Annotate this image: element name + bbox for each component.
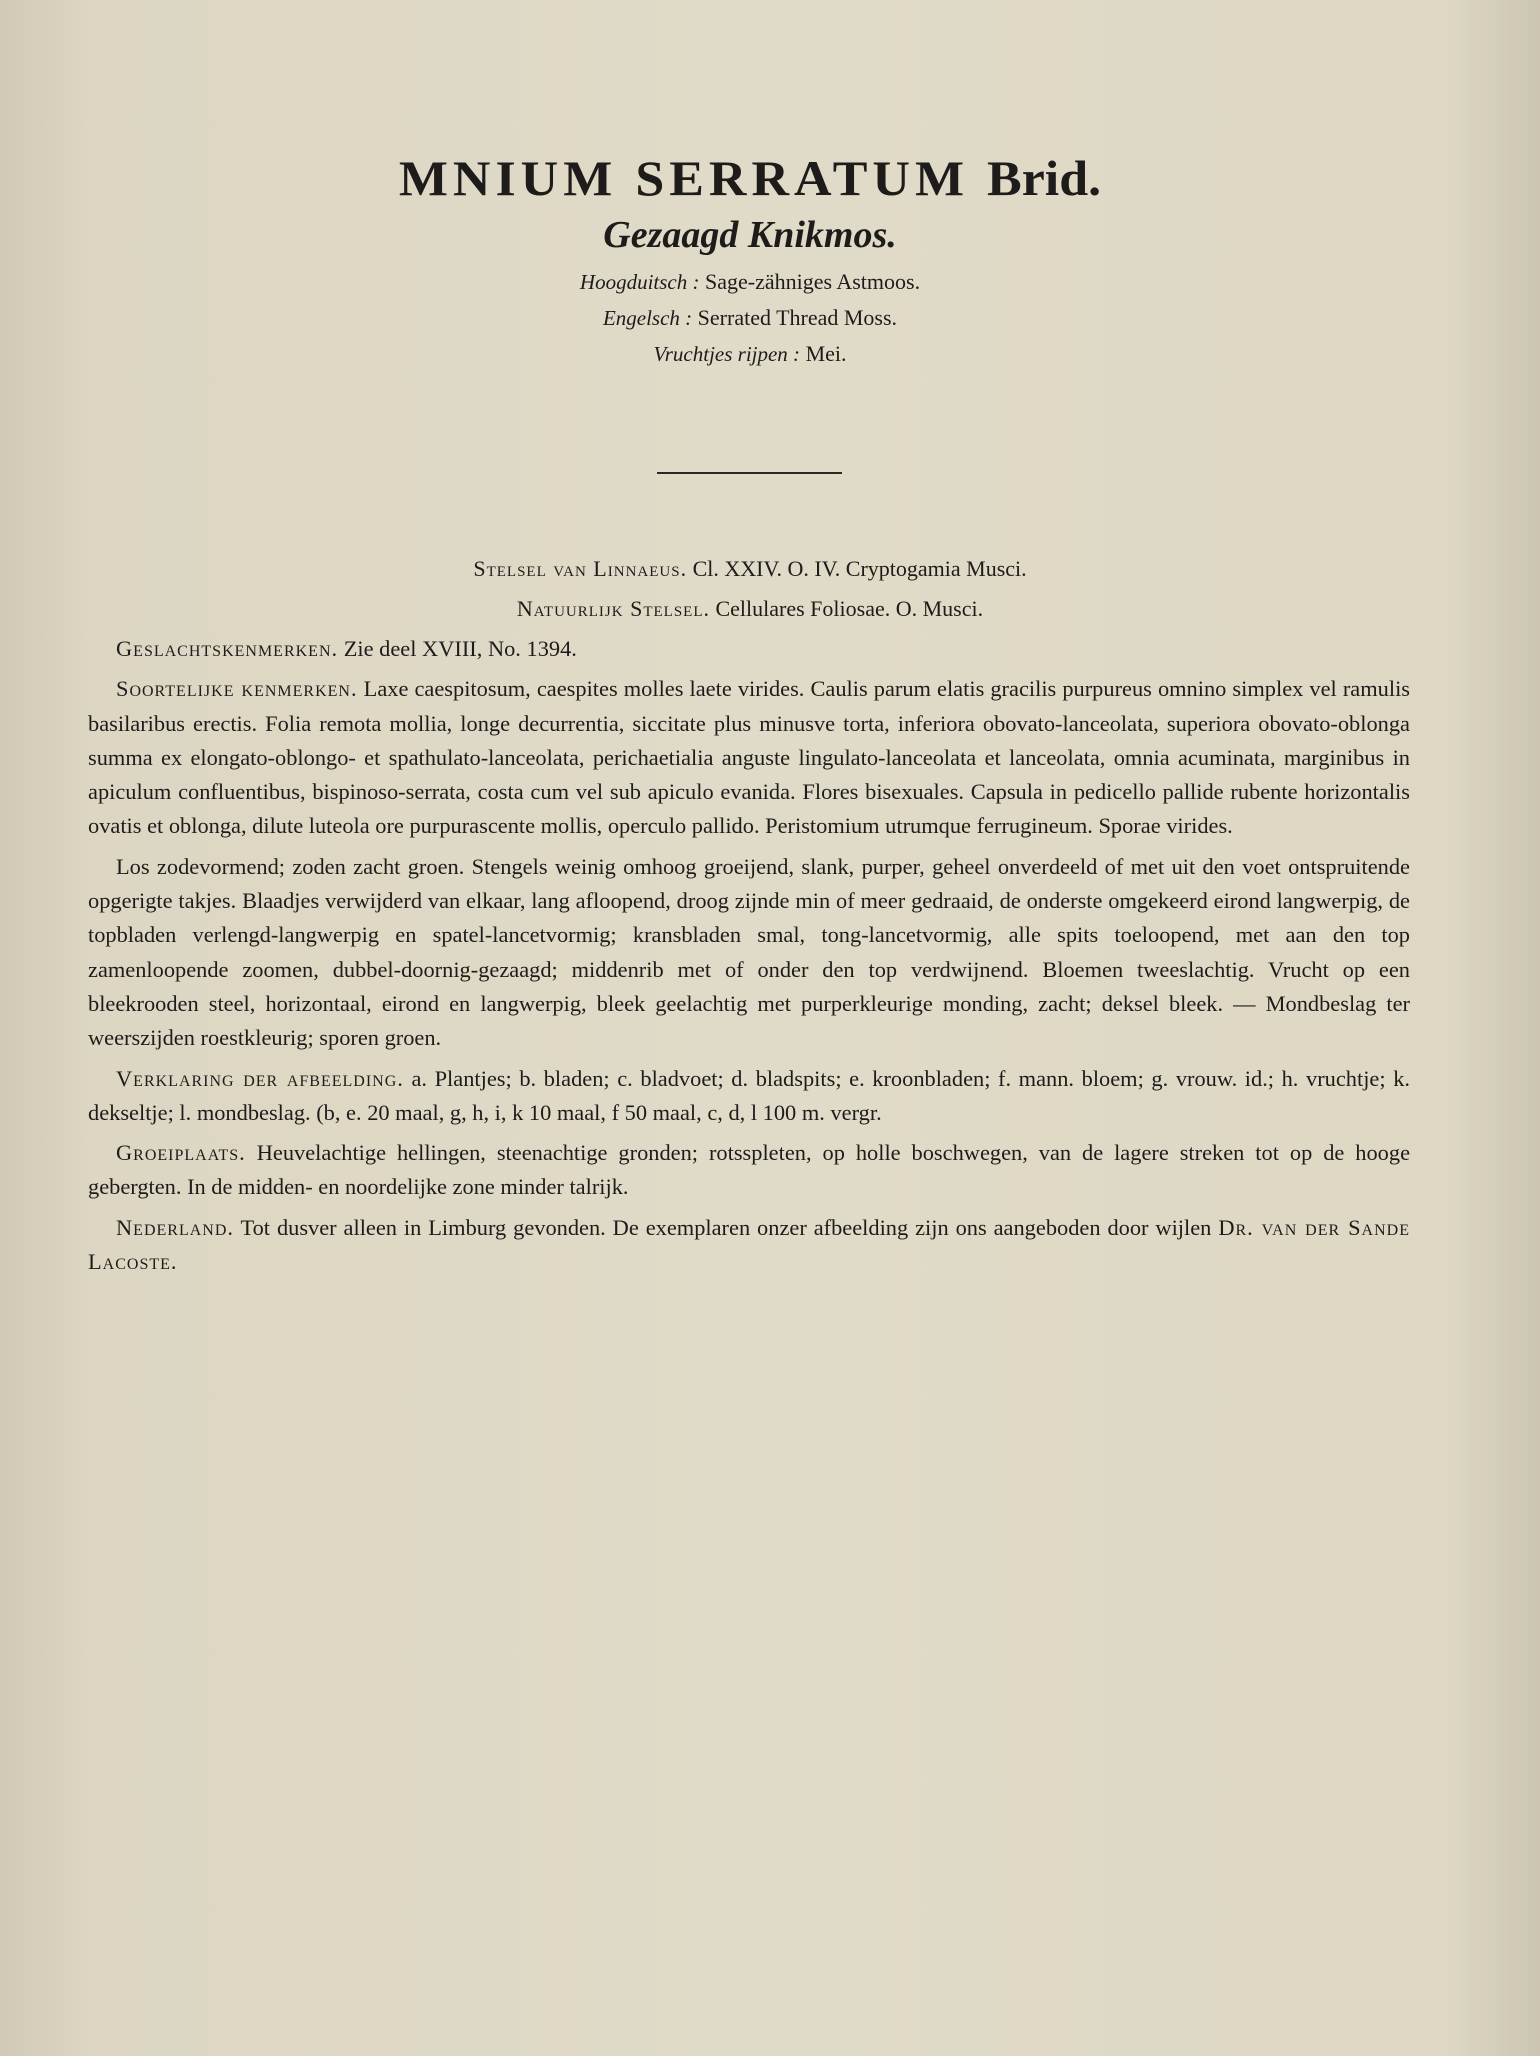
ripening-line: [0, 343, 1500, 365]
explanation-label: Verklaring der afbeelding.: [116, 1065, 404, 1091]
netherlands-name: Dr. van der Sande Lacoste.: [88, 1214, 1410, 1275]
habitat-paragraph: [88, 1136, 1410, 1205]
english-name-line: [0, 307, 1500, 329]
ripening-label: Vruchtjes rijpen :: [653, 342, 801, 366]
natural-label: Natuurlijk Stelsel.: [516, 596, 710, 621]
dutch-description-paragraph: Los zodevormend; zoden zacht groen. Stengels weinig omhoog groeijend, slank, purper, geheel onverdeeld of met uit den voet ontspruitende opgerigte takjes. Blaadjes verwijderd van elkaar, lang afloopend, droog zijnde min of meer gedraaid, de onderste omgekeerd eirond langwerpig, de topbladen verlengd-langwerpig en spatel-lancetvormig; kransbladen smal, tong-lancetvormig, alle spits toeloopend, met aan den top zamenloopende zoomen, dubbel-doornig-gezaagd; middenrib met of onder den top verdwijnend. Bloemen tweeslachtig. Vrucht op een bleekrooden steel, horizontaal, eirond en langwerpig, bleek geelachtig met purperkleurige monding, zacht; deksel bleek. — Mondbeslag ter weerszijden roestkleurig; sporen groen.: [88, 853, 1410, 1051]
title-author: Brid.: [987, 152, 1102, 207]
species-label: Soortelijke kenmerken.: [116, 676, 358, 702]
header: [0, 150, 1500, 365]
body-text: [88, 632, 1410, 1285]
species-text: Laxe caespitosum, caespites molles laete virides. Caulis parum elatis gracilis purpureus omnino simplex vel ramulis basilaribus erectis. Folia remota mollia, longe decurrentia, siccitate plus minusve torta, inferiora obovato-lanceolata, superiora obovato-oblonga summa ex elongato-oblongo- et spathulato-lanceolata, perichaetialia anguste lingulato-lanceolata et lanceolata, omnia acuminata, marginibus in apiculum confluentibus, bispinoso-serrata, costa cum vel sub apiculo evanida. Flores bisexuales. Capsula in pedicello pallide rubente horizontalis ovatis et oblonga, dilute luteola ore purpurascente mollis, operculo pallido. Peristomium utrumque ferrugineum. Sporae virides.: [88, 676, 1410, 839]
netherlands-paragraph: [88, 1211, 1410, 1280]
english-label: Engelsch :: [602, 306, 693, 330]
dutch-common-name: Gezaagd Knikmos.: [603, 214, 897, 256]
habitat-label: Groeiplaats.: [116, 1140, 246, 1166]
german-label: Hoogduitsch :: [579, 270, 700, 294]
german-name-line: [0, 271, 1500, 293]
divider: [657, 472, 842, 474]
natural-value: Cellulares Foliosae. O. Musci.: [715, 596, 984, 621]
linnaeus-label: Stelsel van Linnaeus.: [473, 556, 688, 581]
natural-system-line: [0, 596, 1500, 622]
genus-text: Zie deel XVIII, No. 1394.: [343, 636, 577, 661]
linnaeus-value: Cl. XXIV. O. IV. Cryptogamia Musci.: [692, 556, 1027, 581]
netherlands-label: Nederland.: [116, 1214, 234, 1240]
title-name: MNIUM SERRATUM: [398, 152, 970, 207]
english-name: Serrated Thread Moss.: [697, 305, 898, 330]
genus-paragraph: [88, 632, 1410, 666]
linnaeus-system-line: [0, 556, 1500, 582]
species-paragraph: [88, 672, 1410, 843]
species-title: [0, 151, 1500, 207]
netherlands-text: Tot dusver alleen in Limburg gevonden. De exemplaren onzer afbeelding zijn ons aangeboden door wijlen: [240, 1214, 1212, 1240]
habitat-text: Heuvelachtige hellingen, steenachtige gronden; rotsspleten, op holle boschwegen, van de lagere streken tot op de hooge gebergten. In de midden- en noordelijke zone minder talrijk.: [88, 1140, 1411, 1200]
explanation-paragraph: [88, 1062, 1410, 1131]
explanation-text: a. Plantjes; b. bladen; c. bladvoet; d. bladspits; e. kroonbladen; f. mann. bloem; g. vrouw. id.; h. vruchtje; k. dekseltje; l. mondbeslag. (b, e. 20 maal, g, h, i, k 10 maal, f 50 maal, c, d, l 100 m. vergr.: [88, 1065, 1410, 1125]
ripening-value: Mei.: [805, 341, 847, 366]
genus-label: Geslachtskenmerken.: [116, 636, 339, 661]
german-name: Sage-zähniges Astmoos.: [704, 269, 921, 294]
